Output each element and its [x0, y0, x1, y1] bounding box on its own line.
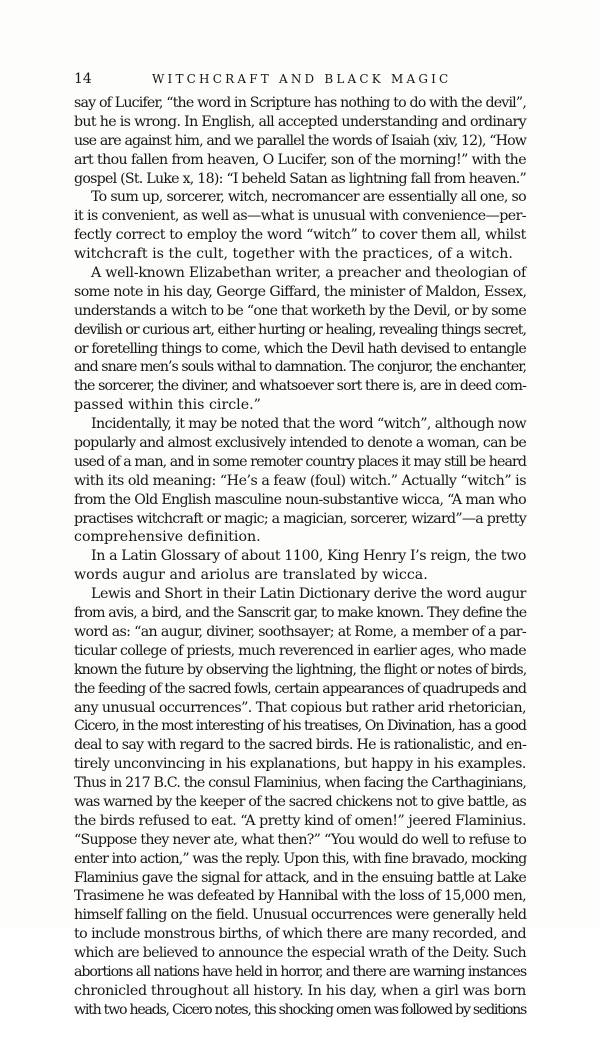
text-line: witchcraft is the cult, together with the practices, of a witch. [74, 246, 513, 263]
text-line: but he is wrong. In English, all accepted understanding and ordinary [74, 113, 526, 130]
text-line: with two heads, Cicero notes, this shocking omen was followed by seditions [74, 1001, 526, 1018]
text-line: practises witchcraft or magic; a magician, sorcerer, wizard”—a pretty [74, 510, 527, 527]
text-line: say of Lucifer, “the word in Scripture has nothing to do with the devil”, [74, 95, 526, 111]
text-line: Cicero, in the most interesting of his treatises, On Divination, has a good [74, 718, 527, 735]
text-line: gospel (St. Luke x, 18): “I beheld Satan as lightning fall from heaven.” [74, 170, 526, 187]
text-line: A well-known Elizabethan writer, a preacher and theologian of [91, 265, 526, 282]
text-line: some note in his day, George Giffard, the minister of Maldon, Essex, [74, 283, 527, 300]
text-line: Lewis and Short in their Latin Dictionary derive the word augur [91, 586, 527, 603]
text-line: Trasimene he was defeated by Hannibal with the loss of 15,000 men, [74, 888, 526, 905]
text-line: art thou fallen from heaven, O Lucifer, son of the morning!” with the [74, 151, 526, 168]
text-line: Incidentally, it may be noted that the word “witch”, although now [91, 416, 527, 433]
text-line: the birds refused to eat. “A pretty kind of omen!” jeered Flaminius. [74, 812, 527, 829]
text-line: Flaminius gave the signal for attack, and in the ensuing battle at Lake [74, 869, 526, 886]
text-line: use are against him, and we parallel the words of Isaiah (xiv, 12), “How [74, 132, 526, 149]
running-head [74, 69, 526, 89]
text-line: was warned by the keeper of the sacred chickens not to give battle, as [74, 793, 527, 810]
body-text [74, 94, 526, 1039]
text-line: In a Latin Glossary of about 1100, King Henry I’s reign, the two [91, 548, 527, 565]
text-line: ticular college of priests, much reverenced in earlier ages, who made [74, 642, 526, 659]
text-line: it is convenient, as well as—what is unusual with convenience—per- [74, 208, 526, 225]
text-line: devilish or curious art, either hurting or healing, revealing things secret, [74, 321, 527, 338]
text-line: tirely unconvincing in his explanations, but happy in his examples. [74, 756, 527, 773]
text-line: to include monstrous births, of which there are many recorded, and [74, 926, 526, 943]
text-line [74, 1020, 526, 1039]
text-line: known the future by observing the lightning, the flight or notes of birds, [74, 661, 527, 678]
text-line: popularly and almost exclusively intended to denote a woman, can be [74, 435, 526, 452]
text-line: understands a witch to be “one that worketh by the Devil, or by some [74, 302, 527, 319]
text-line: himself falling on the field. Unusual occurrences were generally held [74, 907, 527, 924]
text-line: from avis, a bird, and the Sanscrit gar, to make known. They define the [74, 605, 527, 622]
text-line: “Suppose they never ate, what then?” “You would do well to refuse to [74, 831, 527, 848]
page-number: 14 [74, 71, 92, 87]
running-title: WITCHCRAFT AND BLACK MAGIC [152, 72, 452, 86]
text-line: To sum up, sorcerer, witch, necromancer are essentially all one, so [91, 189, 526, 206]
text-line: abortions all nations have held in horror, and there are warning instances [74, 963, 527, 980]
text-line: words augur and ariolus are translated by wicca. [74, 567, 428, 584]
text-line: and snare men’s souls withal to damnation. The conjuror, the enchanter, [74, 359, 527, 376]
text-line: or foretelling things to come, which the Devil hath devised to entangle [74, 340, 527, 357]
text-line: deal to say with regard to the sacred birds. He is rationalistic, and en- [74, 737, 526, 754]
text-line: fectly correct to employ the word “witch” to cover them all, whilst [74, 227, 526, 244]
text-line: word as: “an augur, diviner, soothsayer; at Rome, a member of a par- [74, 623, 526, 640]
text-line: from the Old English masculine noun-substantive wicca, “A man who [74, 491, 526, 508]
text-line: Thus in 217 B.C. the consul Flaminius, when facing the Carthaginians, [74, 775, 527, 792]
text-line: the feeding of the sacred fowls, certain appearances of quadrupeds and [74, 680, 527, 697]
text-line: which are believed to announce the especial wrath of the Deity. Such [74, 945, 526, 962]
text-line: any unusual occurrences”. That copious but rather arid rhetorician, [74, 699, 526, 716]
text-line: comprehensive definition. [74, 529, 261, 546]
text-line: with its old meaning: “He’s a feaw (foul) witch.” Actually “witch” is [74, 472, 527, 489]
text-line: passed within this circle.” [74, 397, 261, 414]
text-line: chronicled throughout all history. In his day, when a girl was born [74, 982, 526, 999]
text-line: enter into action,” was the reply. Upon this, with fine bravado, mocking [74, 850, 527, 867]
text-line: the sorcerer, the diviner, and whatsoever sort there is, are in deed com- [74, 378, 526, 395]
text-line: used of a man, and in some remoter country places it may still be heard [74, 453, 527, 470]
